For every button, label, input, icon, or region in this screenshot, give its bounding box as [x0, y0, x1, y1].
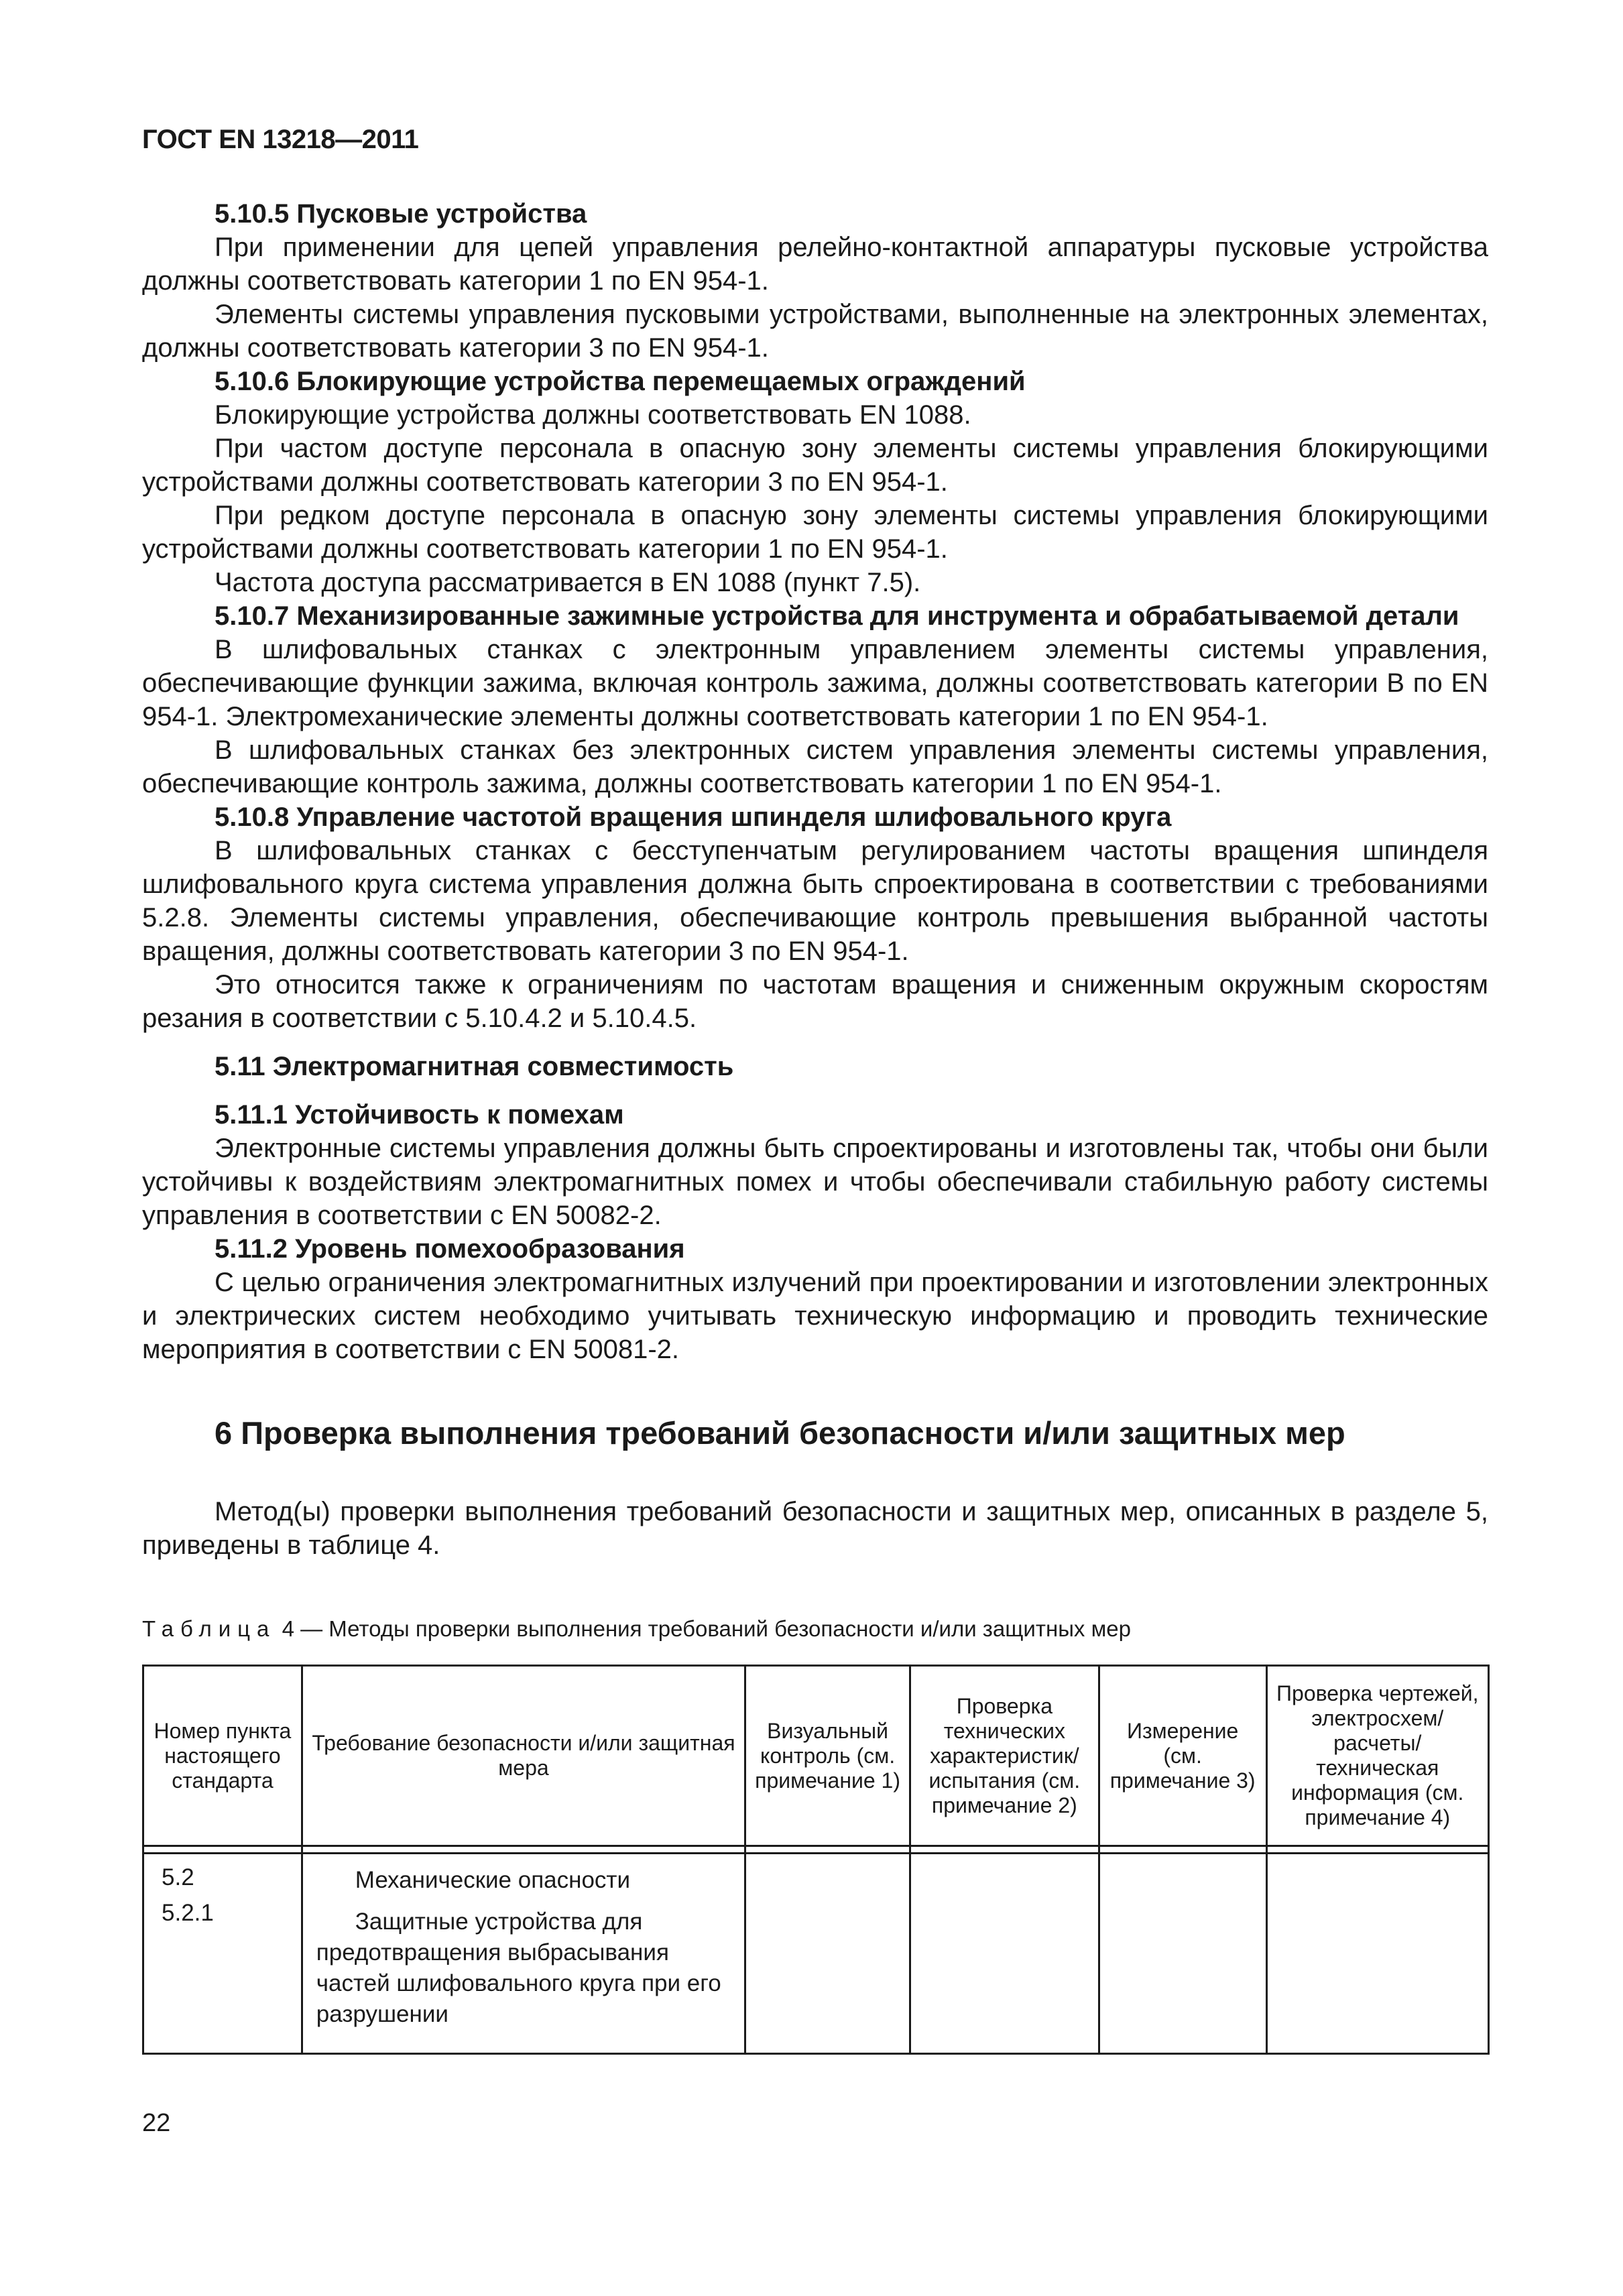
table-header-row — [143, 1666, 1489, 1846]
paragraph: В шлифовальных станках без электронных систем управления элементы системы управления, обеспечивающие контроль зажима, должны соответствовать категории 1 по EN 954-1. — [142, 735, 1488, 798]
clause-number: 5.2.1 — [162, 1900, 214, 1926]
requirement-text: Защитные устройства для предотвращения выбрасывания частей шлифовального круга при его разрушении — [316, 1909, 721, 2027]
header-tech-check: Проверка технических характеристик/испытания (см. примечание 2) — [910, 1666, 1099, 1846]
requirement-cell — [302, 1854, 745, 2054]
document-header: ГОСТ EN 13218—2011 — [142, 125, 419, 154]
table-caption-label: Таблица — [142, 1616, 276, 1641]
paragraph: Элементы системы управления пусковыми устройствами, выполненные на электронных элементах, должны соответствовать категории 3 по EN 954-1. — [142, 300, 1488, 363]
paragraph: Электронные системы управления должны быть спроектированы и изготовлены так, чтобы они были устойчивы к воздействиям электромагнитных помех и чтобы обеспечивали стабильную работу системы управления в соответствии с EN 50082-2. — [142, 1134, 1488, 1230]
heading-5-10-8: 5.10.8 Управление частотой вращения шпинделя шлифовального круга — [215, 802, 1172, 832]
heading-5-10-5: 5.10.5 Пусковые устройства — [215, 199, 587, 229]
measurement-cell — [1099, 1854, 1266, 2054]
page-number: 22 — [142, 2109, 171, 2137]
paragraph: В шлифовальных станках с электронным управлением элементы системы управления, обеспечивающие функции зажима, включая контроль зажима, должны соответствовать категории B по EN 954-1. Электромеханические элементы должны соответствовать категории 1 по EN 954-1. — [142, 635, 1488, 731]
clause-number-cell — [143, 1854, 302, 2054]
header-drawings-check: Проверка чертежей, электросхем/расчеты/техническая информация (см. примечание 4) — [1266, 1666, 1488, 1846]
requirement-text: Механические опасности — [355, 1867, 631, 1893]
paragraph: В шлифовальных станках с бесступенчатым регулированием частоты вращения шпинделя шлифовального круга система управления должна быть спроектирована в соответствии с требованиями 5.2.8. Элементы системы управления, обеспечивающие контроль превышения выбранной частоты вращения, должны соответствовать категории 3 по EN 954-1. — [142, 836, 1488, 966]
heading-5-10-7: 5.10.7 Механизированные зажимные устройства для инструмента и обрабатываемой детали — [215, 601, 1459, 631]
clause-number: 5.2 — [162, 1864, 194, 1890]
visual-check-cell — [745, 1854, 910, 2054]
header-measurement: Измерение (см. примечание 3) — [1099, 1666, 1266, 1846]
header-separator — [143, 1846, 1489, 1854]
paragraph: Блокирующие устройства должны соответствовать EN 1088. — [215, 400, 971, 430]
tech-check-cell — [910, 1854, 1099, 2054]
drawings-check-cell — [1266, 1854, 1488, 2054]
heading-5-10-6: 5.10.6 Блокирующие устройства перемещаемых ограждений — [215, 367, 1026, 396]
heading-5-11: 5.11 Электромагнитная совместимость — [215, 1052, 734, 1081]
section-6-intro: Метод(ы) проверки выполнения требований безопасности и защитных мер, описанных в разделе 5, приведены в таблице 4. — [142, 1497, 1488, 1560]
verification-table — [142, 1665, 1490, 2055]
document-body — [142, 197, 1488, 2055]
paragraph: Это относится также к ограничениям по частотам вращения и сниженным окружным скоростям резания в соответствии с 5.10.4.2 и 5.10.4.5. — [142, 970, 1488, 1033]
heading-5-11-2: 5.11.2 Уровень помехообразования — [215, 1234, 685, 1264]
paragraph: С целью ограничения электромагнитных излучений при проектировании и изготовлении электронных и электрических систем необходимо учитывать техническую информацию и проводить технические мероприятия в соответствии с EN 50081-2. — [142, 1268, 1488, 1364]
paragraph: При редком доступе персонала в опасную зону элементы системы управления блокирующими устройствами должны соответствовать категории 1 по EN 954-1. — [142, 501, 1488, 564]
paragraph: При применении для цепей управления релейно-контактной аппаратуры пусковые устройства должны соответствовать категории 1 по EN 954-1. — [142, 233, 1488, 296]
heading-5-11-1: 5.11.1 Устойчивость к помехам — [215, 1100, 624, 1130]
paragraph: Частота доступа рассматривается в EN 1088 (пункт 7.5). — [215, 568, 921, 597]
table-caption — [142, 1616, 1488, 1642]
header-clause-number: Номер пункта настоящего стандарта — [143, 1666, 302, 1846]
table-row — [143, 1854, 1489, 2054]
header-visual-check: Визуальный контроль (см. примечание 1) — [745, 1666, 910, 1846]
table-caption-text: 4 — Методы проверки выполнения требований безопасности и/или защитных мер — [282, 1616, 1131, 1641]
paragraph: При частом доступе персонала в опасную зону элементы системы управления блокирующими устройствами должны соответствовать категории 3 по EN 954-1. — [142, 434, 1488, 497]
section-6-title: 6 Проверка выполнения требований безопасности и/или защитных мер — [215, 1415, 1345, 1451]
header-requirement: Требование безопасности и/или защитная мера — [302, 1666, 745, 1846]
